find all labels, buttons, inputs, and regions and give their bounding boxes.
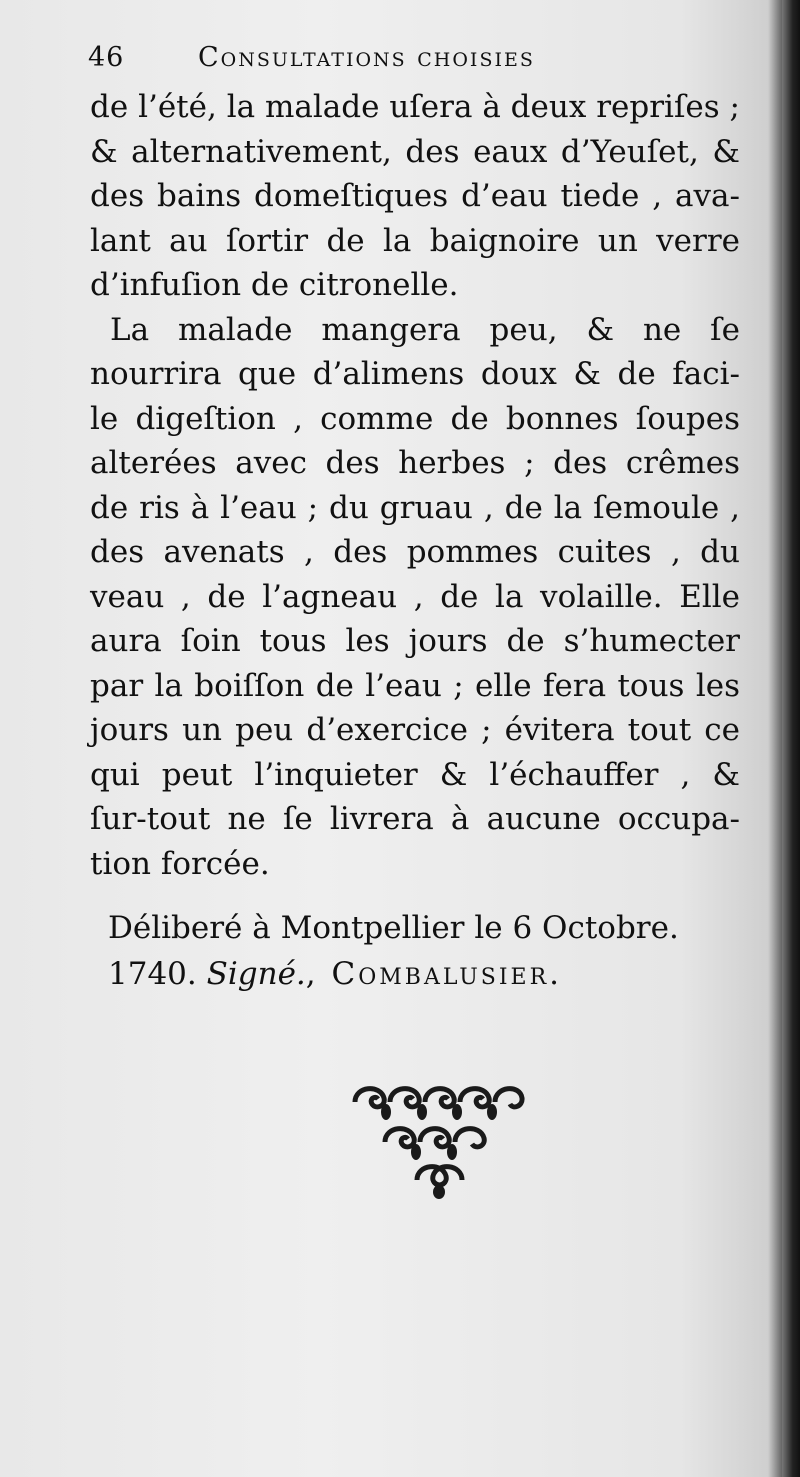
text-line: tion forcée.: [90, 845, 270, 882]
text-line: qui peut l’inquieter & l’échauffer , &: [90, 756, 740, 793]
deliberation-line: [108, 905, 748, 951]
body-text: [90, 85, 740, 886]
book-spine-shadow: [782, 0, 800, 1477]
text-line: La malade mangera peu, & ne ſe: [110, 311, 740, 348]
closing-deliberation: [108, 905, 748, 997]
deliberation-text: Déliberé à Montpellier le 6 Octobre: [108, 910, 669, 946]
text-line: des avenats , des pommes cuites , du: [90, 534, 740, 570]
text-line: des bains domeſtiques d’eau tiede , ava-: [90, 178, 740, 214]
text-line: veau , de l’agneau , de la volaille. Elle: [90, 578, 740, 615]
text-line: par la boiſſon de l’eau ; elle fera tous les: [90, 667, 740, 704]
text-line: de l’été, la malade uſera à deux repriſes ;: [90, 89, 740, 125]
running-title: Consultations choisies: [198, 42, 535, 73]
signed-label: Signé.: [206, 956, 306, 992]
signer-name: , Combalusier.: [305, 956, 563, 992]
text-line: ſur-tout ne ſe livrera à aucune occupa-: [90, 801, 740, 837]
text-line: de ris à l’eau ; du gruau , de la ſemoule ,: [90, 489, 740, 526]
text-line: aura ſoin tous les jours de s’humecter: [90, 623, 740, 659]
fleuron-ornament-icon: [350, 1080, 525, 1200]
page-number: 46: [88, 42, 125, 73]
text-line: le digeſtion , comme de bonnes ſoupes: [90, 400, 740, 437]
text-line: d’infuſion de citronelle.: [90, 267, 459, 303]
deliberation-period: .: [668, 910, 679, 946]
text-line: alterées avec des herbes ; des crêmes: [90, 445, 740, 481]
text-line: nourrira que d’alimens doux & de faci-: [90, 356, 740, 392]
year: 1740.: [108, 956, 197, 992]
text-line: lant au ſortir de la baignoire un verre: [90, 222, 740, 259]
text-line: & alternativement, des eaux d’Yeuſet, &: [90, 133, 740, 170]
signature-line: [108, 951, 748, 997]
text-line: jours un peu d’exercice ; évitera tout ce: [90, 712, 740, 748]
page-header: [88, 42, 648, 82]
